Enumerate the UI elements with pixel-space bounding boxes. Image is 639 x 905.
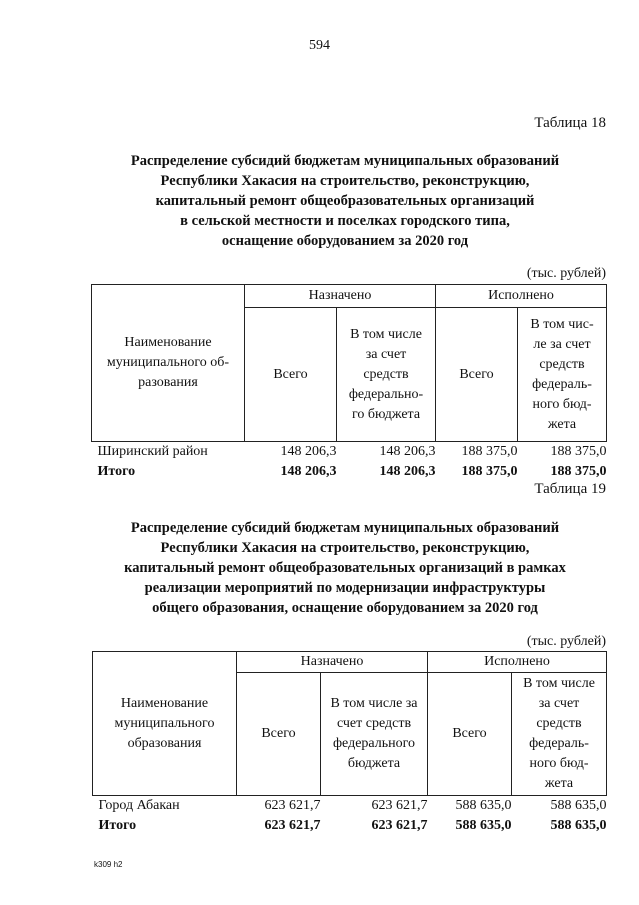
table-row	[92, 442, 607, 463]
header-name: Наименование муниципального об- разования	[92, 285, 245, 442]
header-executed: Исполнено	[436, 285, 607, 308]
title-line: в сельской местности и поселках городского типа,	[180, 213, 510, 229]
row-assigned-federal: 148 206,3	[379, 444, 436, 459]
table-19-label: Таблица 19	[534, 481, 606, 497]
row-assigned-federal: 623 621,7	[371, 798, 428, 813]
table-row	[93, 796, 607, 817]
header-executed: Исполнено	[428, 652, 607, 673]
table-19-title	[60, 518, 630, 618]
total-name: Итого	[98, 818, 137, 833]
row-name: Ширинский район	[97, 444, 208, 459]
total-executed-total: 588 635,0	[455, 818, 512, 833]
header-executed-total: Всего	[428, 673, 512, 796]
total-assigned-federal: 148 206,3	[379, 464, 436, 479]
row-assigned-total: 623 621,7	[264, 798, 321, 813]
total-executed-total: 188 375,0	[461, 464, 518, 479]
title-line: общего образования, оснащение оборудованием за 2020 год	[152, 600, 538, 616]
header-assigned: Назначено	[245, 285, 436, 308]
total-executed-federal: 188 375,0	[550, 464, 607, 479]
table-18-unit: (тыс. рублей)	[526, 266, 606, 281]
table-19-unit: (тыс. рублей)	[526, 634, 606, 649]
row-executed-federal: 588 635,0	[550, 798, 607, 813]
total-executed-federal: 588 635,0	[550, 818, 607, 833]
title-line: Республики Хакасия на строительство, реконструкцию,	[160, 540, 530, 556]
header-assigned: Назначено	[237, 652, 428, 673]
total-row	[93, 816, 607, 836]
header-executed-total: Всего	[436, 308, 518, 442]
total-name: Итого	[97, 464, 136, 479]
row-name: Город Абакан	[98, 798, 180, 813]
header-assigned-federal: В том числе за счет средств федерально- го бюджета	[337, 308, 436, 442]
table-19	[92, 651, 607, 836]
row-executed-federal: 188 375,0	[550, 444, 607, 459]
total-row	[92, 462, 607, 482]
table-18	[91, 284, 607, 482]
page-number: 594	[309, 38, 330, 53]
title-line: капитальный ремонт общеобразовательных организаций	[155, 193, 535, 209]
total-assigned-total: 623 621,7	[264, 818, 321, 833]
row-assigned-total: 148 206,3	[280, 444, 337, 459]
title-line: оснащение оборудованием за 2020 год	[221, 233, 469, 249]
header-name: Наименование муниципального образования	[93, 652, 237, 796]
title-line: Распределение субсидий бюджетам муниципальных образований	[130, 153, 560, 169]
title-line: реализации мероприятий по модернизации инфраструктуры	[144, 580, 546, 596]
row-executed-total: 188 375,0	[461, 444, 518, 459]
header-assigned-total: Всего	[237, 673, 321, 796]
header-executed-federal: В том чис- ле за счет средств федераль- ного бюд- жета	[518, 308, 607, 442]
title-line: капитальный ремонт общеобразовательных организаций в рамках	[124, 560, 566, 576]
title-line: Республики Хакасия на строительство, реконструкцию,	[160, 173, 530, 189]
table-18-label: Таблица 18	[534, 115, 606, 131]
row-executed-total: 588 635,0	[455, 798, 512, 813]
total-assigned-total: 148 206,3	[280, 464, 337, 479]
title-line: Распределение субсидий бюджетам муниципальных образований	[130, 520, 560, 536]
header-executed-federal: В том числе за счет средств федераль- ного бюд- жета	[512, 673, 607, 796]
header-assigned-federal: В том числе за счет средств федерального бюджета	[321, 673, 428, 796]
total-assigned-federal: 623 621,7	[371, 818, 428, 833]
table-18-title	[60, 151, 630, 251]
footer-code: k309 h2	[94, 860, 123, 869]
header-assigned-total: Всего	[245, 308, 337, 442]
